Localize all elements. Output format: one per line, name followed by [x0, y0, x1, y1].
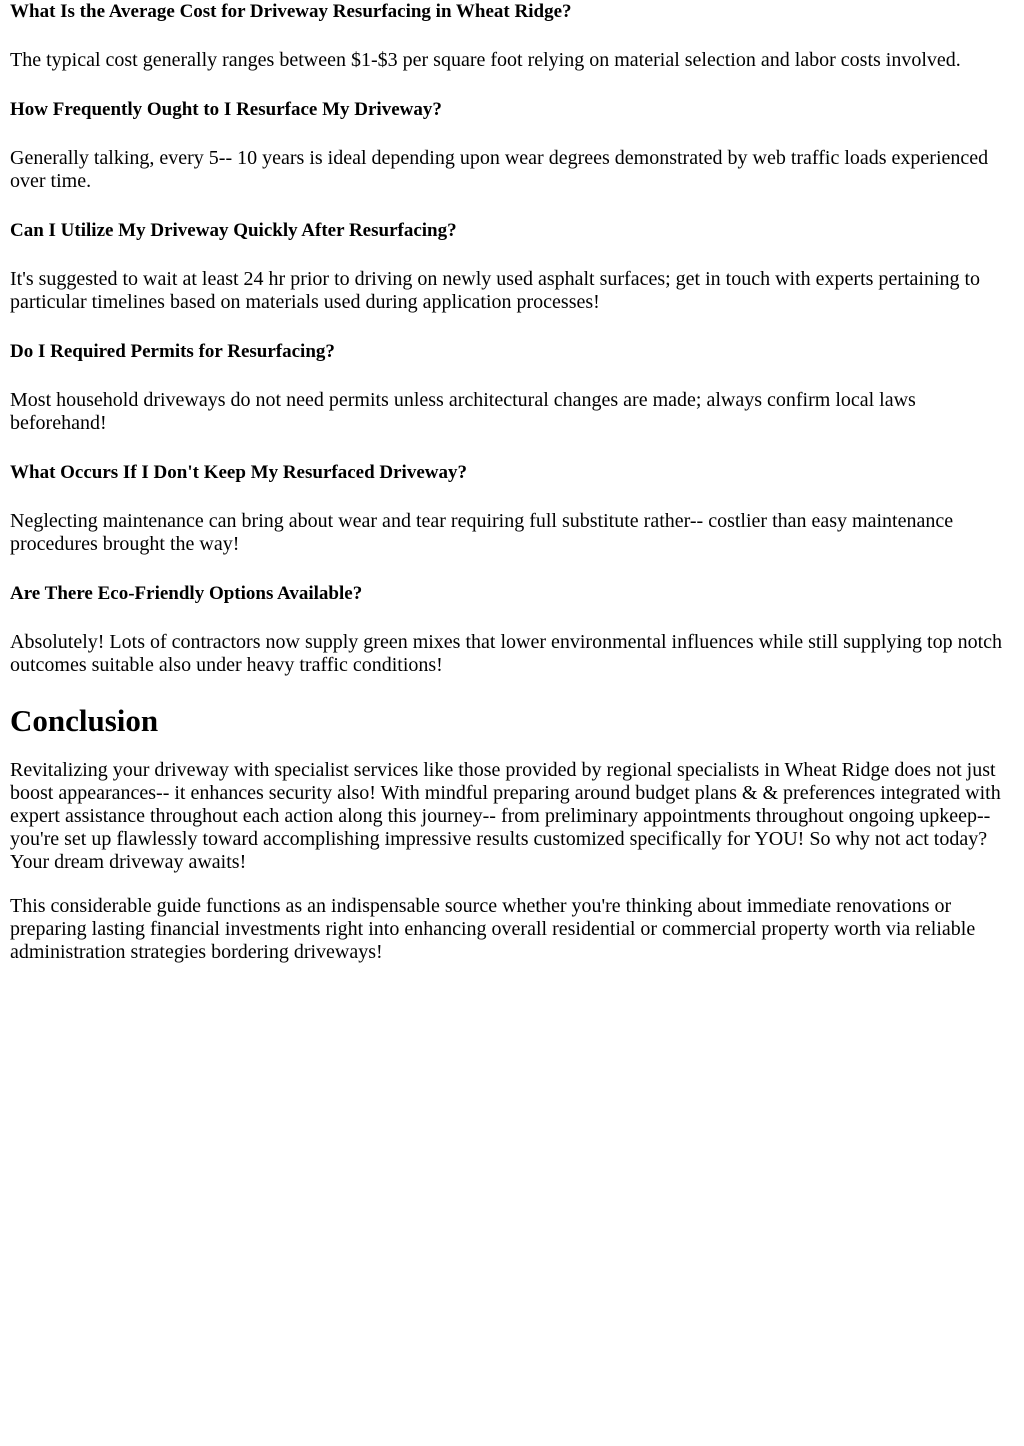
- faq-answer: Generally talking, every 5-- 10 years is ideal depending upon wear degrees demonstrated by web traffic loads experienced over time.: [10, 147, 989, 192]
- faq-answer: The typical cost generally ranges between $1-$3 per square foot relying on material selection and labor costs involved.: [10, 49, 961, 71]
- faq-question: Are There Eco-Friendly Options Available?: [10, 583, 363, 604]
- faq-answer: Absolutely! Lots of contractors now supply green mixes that lower environmental influences while still supplying top notch outcomes suitable also under heavy traffic conditions!: [10, 631, 1003, 676]
- faq-question: How Frequently Ought to I Resurface My Driveway?: [10, 99, 442, 120]
- faq-question: Can I Utilize My Driveway Quickly After Resurfacing?: [10, 220, 457, 241]
- faq-answer: It's suggested to wait at least 24 hr prior to driving on newly used asphalt surfaces; get in touch with experts pertaining to particular timelines based on materials used during application processes!: [10, 268, 981, 313]
- faq-answer: Most household driveways do not need permits unless architectural changes are made; always confirm local laws beforehand!: [10, 389, 916, 434]
- faq-answer: Neglecting maintenance can bring about wear and tear requiring full substitute rather-- costlier than easy maintenance procedures brought the way!: [10, 510, 954, 555]
- conclusion-paragraph: Revitalizing your driveway with specialist services like those provided by regional specialists in Wheat Ridge does not just boost appearances-- it enhances security also! With mindful preparing around budget plans & & preferences integrated with expert assistance throughout each action along this journey-- from preliminary appointments throughout ongoing upkeep-- you're set up flawlessly toward accomplishing impressive results customized specifically for YOU! So why not act today? Your dream driveway awaits!: [10, 759, 1001, 873]
- conclusion-paragraph: This considerable guide functions as an indispensable source whether you're thinking about immediate renovations or preparing lasting financial investments right into enhancing overall residential or commercial property worth via reliable administration strategies bordering driveways!: [10, 895, 976, 963]
- conclusion-heading: Conclusion: [10, 703, 159, 738]
- faq-question: What Occurs If I Don't Keep My Resurfaced Driveway?: [10, 462, 467, 483]
- faq-question: Do I Required Permits for Resurfacing?: [10, 341, 335, 362]
- faq-question: What Is the Average Cost for Driveway Resurfacing in Wheat Ridge?: [10, 1, 572, 22]
